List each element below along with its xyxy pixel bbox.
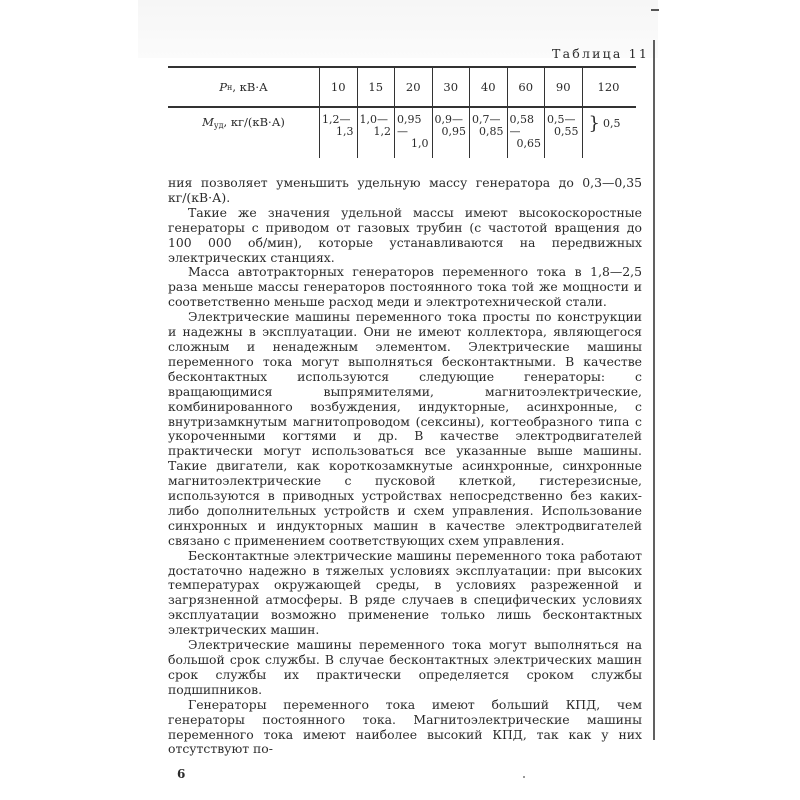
mass-subscript: уд	[213, 121, 224, 130]
value-top: 1,0—	[359, 113, 388, 126]
body-value-cell	[357, 108, 395, 158]
mass-symbol: M	[202, 115, 214, 129]
header-label-cell	[168, 67, 319, 107]
power-subscript: н	[227, 82, 233, 92]
body-text	[168, 176, 642, 757]
value-bottom: 1,2	[373, 125, 391, 138]
body-value-cell	[544, 108, 582, 158]
mass-unit: , кг/(кВ·А)	[223, 115, 285, 129]
power-symbol: P	[219, 80, 228, 94]
table-body-row	[168, 108, 636, 158]
value-bottom: 1,3	[336, 125, 354, 138]
page-number: 6	[177, 767, 186, 781]
header-value-cell: 20	[394, 67, 432, 107]
value-top: 0,58—	[509, 113, 534, 138]
value-top: 0,7—	[472, 113, 501, 126]
body-value-cell	[432, 108, 470, 158]
table-caption: Таблица 11	[552, 46, 649, 61]
page-edge-mark	[651, 9, 659, 11]
value-top: 0,95—	[397, 113, 422, 138]
header-value-cell: 15	[357, 67, 395, 107]
header-value-cell: 60	[507, 67, 545, 107]
value-bottom: 0,55	[554, 125, 579, 138]
body-value-cell-merged	[582, 108, 635, 158]
paragraph: ния позволяет уменьшить удельную массу генератора до 0,3—0,35 кг/(кВ·А).	[168, 175, 642, 205]
value-bottom: 0,95	[441, 125, 466, 138]
paragraph: Электрические машины переменного тока просты по конструкции и надежны в эксплуатации. Они не имеют коллектора, являющегося сложным и ненадежным элементом. Электрические машины переменного тока могут выполняться бесконтактными. В качестве бесконтактных используются следующие генераторы: с вращающимися выпрямителями, магнитоэлектрические, комбинированного возбуждения, индукторные, асинхронные, с внутризамкнутым магнитопроводом (сексины), когтеобразного типа с укороченными когтями и др. В качестве электродвигателей практически могут использоваться все указанные выше машины. Такие двигатели, как короткозамкнутые асинхронные, синхронные магнитоэлектрические с пусковой клеткой, гистерезисные, используются в приводных устройствах непосредственно без каких-либо дополнительных устройств и схем управления. Использование синхронных и индукторных машин в качестве электродвигателей связано с применением соответствующих схем управления.	[168, 309, 642, 548]
table-header-row	[168, 67, 636, 107]
body-value-cell	[394, 108, 432, 158]
paragraph: Бесконтактные электрические машины переменного тока работают достаточно надежно в тяжелых условиях эксплуатации: при высоких температурах окружающей среды, в условиях разреженной и загрязненной атмосферы. В ряде случаев в специфических условиях эксплуатации возможно применение только лишь бесконтактных электрических машин.	[168, 547, 642, 638]
header-value-cell: 120	[582, 67, 635, 107]
brace-mark: }	[588, 113, 600, 134]
page-edge-line	[653, 40, 655, 740]
power-unit: , кВ·А	[232, 80, 268, 94]
body-value-cell	[507, 108, 545, 158]
header-value-cell: 90	[544, 67, 582, 107]
value-bottom: 0,65	[516, 137, 541, 150]
paragraph: Такие же значения удельной массы имеют высокоскоростные генераторы с приводом от газовых трубин (с частотой вращения до 100 000 об/мин), которые устанавливаются на передвижных электрических станциях.	[168, 204, 642, 265]
value-top: 1,2—	[322, 113, 351, 126]
value-bottom: 0,85	[479, 125, 504, 138]
paragraph: Генераторы переменного тока имеют больший КПД, чем генераторы постоянного тока. Магнитоэлектрические машины переменного тока имеют наиболее высокий КПД, так как у них отсутствуют по-	[168, 696, 642, 757]
body-value-cell	[319, 108, 357, 158]
paragraph: Масса автотракторных генераторов переменного тока в 1,8—2,5 раза меньше массы генераторов постоянного тока той же мощности и соответственно меньше расход меди и электротехнической стали.	[168, 264, 642, 310]
value-top: 0,5—	[547, 113, 576, 126]
scan-speck	[523, 776, 525, 778]
merged-value: 0,5	[602, 117, 621, 130]
value-top: 0,9—	[434, 113, 463, 126]
paragraph: Электрические машины переменного тока могут выполняться на большой срок службы. В случае бесконтактных электрических машин срок службы их практически определяется сроком службы подшипников.	[168, 637, 642, 697]
body-label-cell	[168, 108, 319, 158]
body-value-cell	[469, 108, 507, 158]
header-value-cell: 40	[469, 67, 507, 107]
header-value-cell: 10	[319, 67, 357, 107]
header-value-cell: 30	[432, 67, 470, 107]
value-bottom: 1,0	[411, 137, 429, 150]
